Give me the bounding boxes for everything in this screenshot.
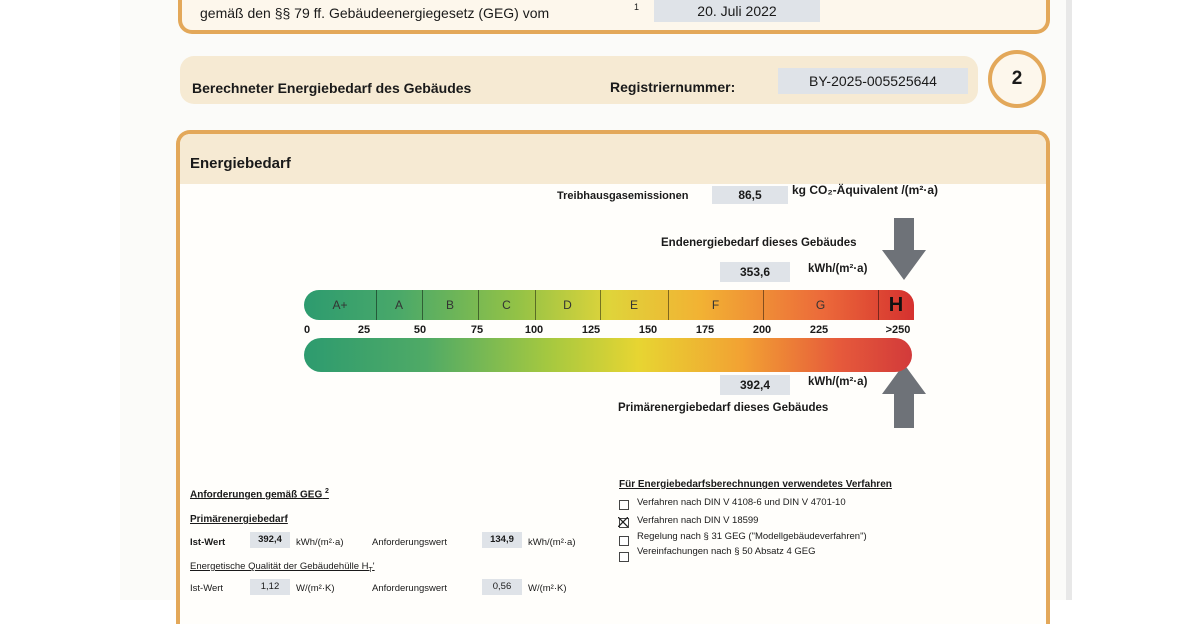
envelope-quality-heading: Energetische Qualität der Gebäudehülle $H_T'$	[190, 561, 375, 574]
primary-energy-label: Primärenergiebedarf dieses Gebäudes	[618, 402, 829, 414]
registration-label: Registriernummer:	[610, 79, 736, 95]
registration-number: BY-2025-005525644	[778, 68, 968, 94]
tick-25: 25	[357, 324, 371, 336]
tick-100: 100	[524, 324, 544, 336]
class-b: B	[422, 290, 479, 320]
ist2-value: 1,12	[250, 579, 290, 595]
method-checkbox-0	[619, 500, 629, 510]
requirement2-value: 0,56	[482, 579, 522, 595]
ghg-label: Treibhausgasemissionen	[557, 190, 689, 202]
footnote-marker: 1	[634, 2, 640, 12]
date-field: 20. Juli 2022	[654, 0, 820, 22]
check-x-icon	[618, 517, 628, 527]
class-d: D	[535, 290, 601, 320]
primary-energy-unit: kWh/(m²·a)	[808, 376, 868, 388]
tick-150: 150	[638, 324, 658, 336]
class-h-active: H	[888, 294, 904, 316]
requirement-unit: kWh/(m²·a)	[528, 537, 576, 548]
methods-title: Für Energiebedarfsberechnungen verwendetes Verfahren	[619, 479, 892, 490]
class-a: A	[376, 290, 423, 320]
end-energy-arrow-icon	[880, 218, 928, 282]
class-a-plus: A+	[304, 290, 377, 320]
tick-200: 200	[752, 324, 772, 336]
page-number-badge: 2	[988, 50, 1046, 108]
method-checkbox-2	[619, 536, 629, 546]
method-label-2: Regelung nach § 31 GEG ("Modellgebäudeverfahren")	[637, 531, 867, 542]
requirement2-label: Anforderungswert	[372, 583, 447, 594]
end-energy-value: 353,6	[720, 262, 790, 282]
tick-0: 0	[303, 324, 311, 336]
method-label-1: Verfahren nach DIN V 18599	[637, 515, 759, 526]
requirement-label: Anforderungswert	[372, 537, 447, 548]
primary-energy-value: 392,4	[720, 375, 790, 395]
ist2-label: Ist-Wert	[190, 583, 224, 594]
tick-225: 225	[809, 324, 829, 336]
tick-50: 50	[413, 324, 427, 336]
energy-demand-title: Energiebedarf	[190, 155, 291, 172]
class-c: C	[478, 290, 536, 320]
energy-gradient-scale	[304, 338, 912, 372]
tick-175: 175	[695, 324, 715, 336]
ist-label: Ist-Wert	[190, 537, 226, 548]
requirement-value: 134,9	[482, 532, 522, 548]
method-label-3: Vereinfachungen nach § 50 Absatz 4 GEG	[637, 546, 816, 557]
class-f: F	[668, 290, 764, 320]
method-checkbox-1	[619, 518, 629, 528]
method-label-0: Verfahren nach DIN V 4108-6 und DIN V 4701-10	[637, 497, 846, 508]
legal-basis-text: gemäß den §§ 79 ff. Gebäudeenergiegesetz (GEG) vom	[200, 5, 550, 21]
tick-250-plus: >250	[885, 324, 911, 336]
energy-class-scale	[304, 290, 914, 320]
end-energy-unit: kWh/(m²·a)	[808, 263, 868, 275]
ist-value: 392,4	[250, 532, 290, 548]
tick-125: 125	[581, 324, 601, 336]
class-g: G	[763, 290, 879, 320]
tick-75: 75	[470, 324, 484, 336]
requirements-title: Anforderungen gemäß GEG $^2$	[190, 488, 329, 501]
page-edge	[1066, 0, 1072, 600]
primary-energy-arrow-icon	[880, 364, 928, 430]
end-energy-label: Endenergiebedarf dieses Gebäudes	[661, 237, 857, 249]
class-e: E	[600, 290, 669, 320]
ist2-unit: W/(m²·K)	[296, 583, 335, 594]
ist-unit: kWh/(m²·a)	[296, 537, 344, 548]
energy-demand-header	[180, 134, 1046, 184]
ghg-value: 86,5	[712, 186, 788, 204]
section-title: Berechneter Energiebedarf des Gebäudes	[192, 80, 472, 96]
method-checkbox-3	[619, 552, 629, 562]
requirement2-unit: W/(m²·K)	[528, 583, 567, 594]
ghg-unit: kg CO₂-Äquivalent /(m²·a)	[792, 183, 939, 197]
primary-energy-heading: Primärenergiebedarf	[190, 514, 288, 525]
